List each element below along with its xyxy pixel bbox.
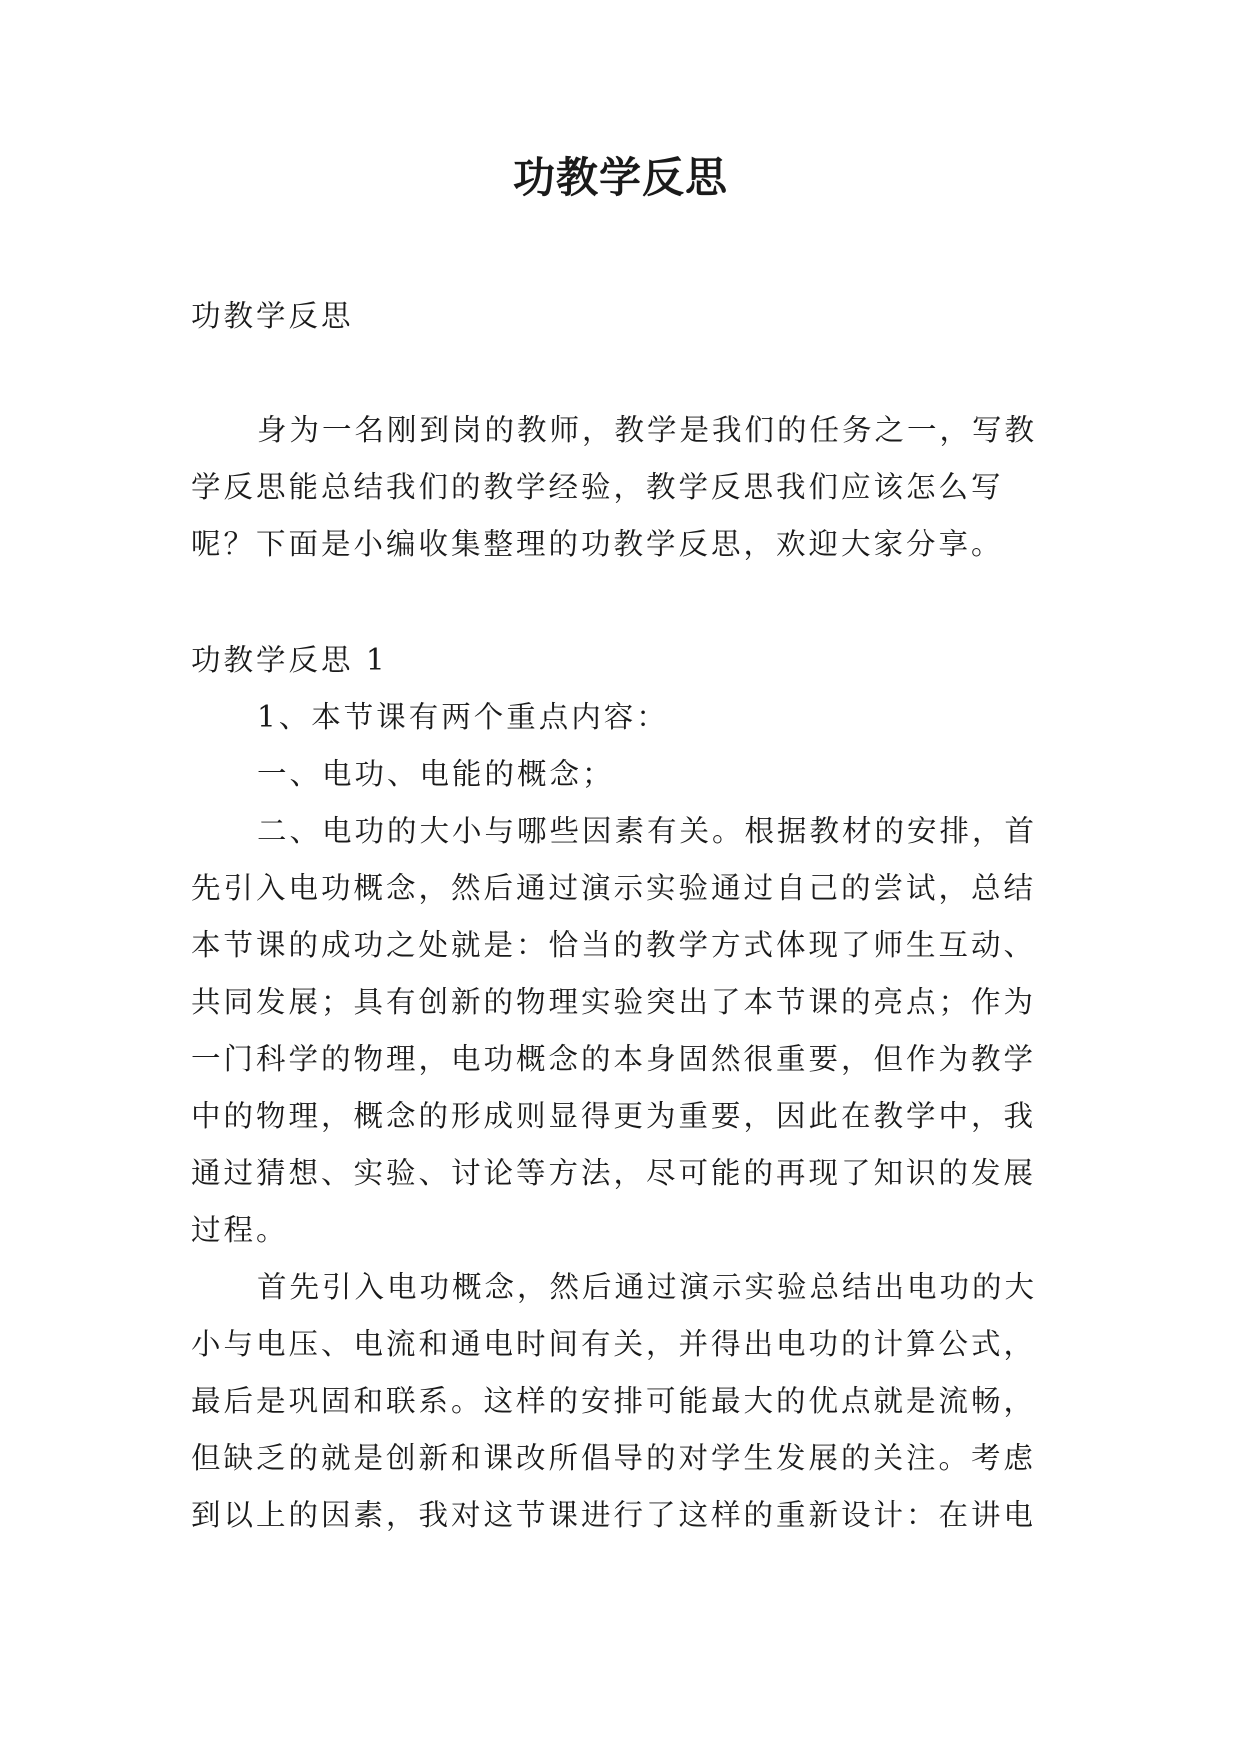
body-line: 最后是巩固和联系。这样的安排可能最大的优点就是流畅，: [191, 1384, 1037, 1418]
body-line: 小与电压、电流和通电时间有关，并得出电功的计算公式，: [191, 1327, 1037, 1361]
body-line: 共同发展；具有创新的物理实验突出了本节课的亮点；作为: [191, 985, 1037, 1019]
body-line: 到以上的因素，我对这节课进行了这样的重新设计：在讲电: [191, 1498, 1037, 1532]
paragraph-start-line: 首先引入电功概念，然后通过演示实验总结出电功的大: [257, 1270, 1038, 1304]
section-1: [191, 632, 1057, 1544]
point-two-line: 二、电功的大小与哪些因素有关。根据教材的安排，首: [257, 814, 1038, 848]
body-line: 通过猜想、实验、讨论等方法，尽可能的再现了知识的发展: [191, 1156, 1037, 1190]
body-line: 一门科学的物理，电功概念的本身固然很重要，但作为教学: [191, 1042, 1037, 1076]
body-line: 本节课的成功之处就是：恰当的教学方式体现了师生互动、: [191, 928, 1037, 962]
point-1-line: 1、本节课有两个重点内容：: [257, 700, 669, 734]
body-line: 过程。: [191, 1213, 289, 1247]
document-subtitle: 功教学反思: [191, 299, 354, 333]
intro-line: 身为一名刚到岗的教师，教学是我们的任务之一，写教: [257, 413, 1038, 447]
section-heading: 功教学反思 1: [191, 643, 388, 677]
body-line: 先引入电功概念，然后通过演示实验通过自己的尝试，总结: [191, 871, 1037, 905]
body-line: 中的物理，概念的形成则显得更为重要，因此在教学中，我: [191, 1099, 1037, 1133]
intro-line: 呢？下面是小编收集整理的功教学反思，欢迎大家分享。: [191, 527, 1004, 561]
intro-paragraph: [191, 402, 1057, 573]
intro-line: 学反思能总结我们的教学经验，教学反思我们应该怎么写: [191, 470, 1004, 504]
point-one-line: 一、电功、电能的概念；: [257, 757, 615, 791]
body-line: 但缺乏的就是创新和课改所倡导的对学生发展的关注。考虑: [191, 1441, 1037, 1475]
document-title: 功教学反思: [512, 153, 728, 202]
